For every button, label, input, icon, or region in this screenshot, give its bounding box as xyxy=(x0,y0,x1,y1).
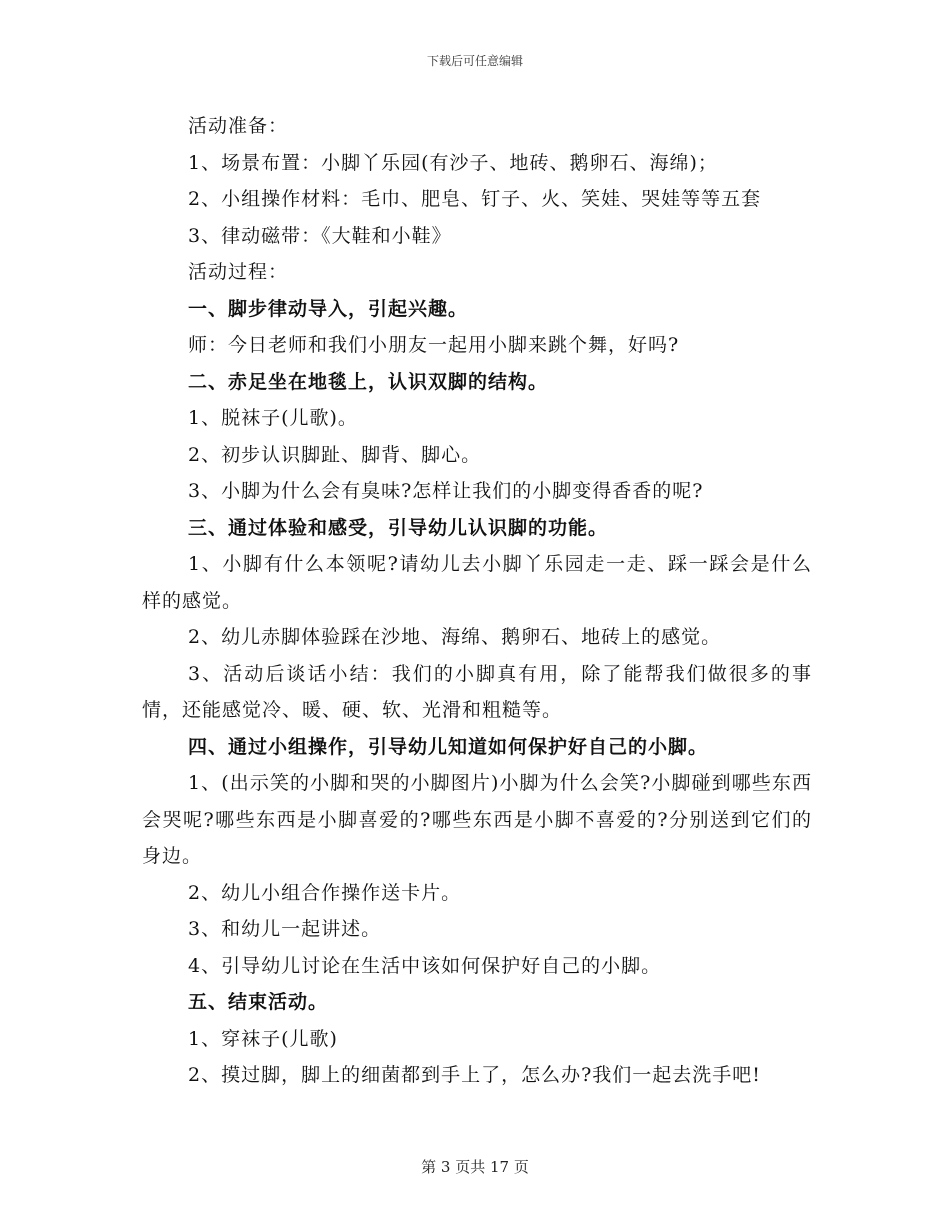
section-heading-4: 四、通过小组操作，引导幼儿知道如何保护好自己的小脚。 xyxy=(188,735,709,758)
page-footer: 第 3 页共 17 页 xyxy=(421,1158,529,1176)
paragraph-s5-item-2: 2、摸过脚，脚上的细菌都到手上了，怎么办?我们一起去洗手吧! xyxy=(188,1064,761,1086)
paragraph-process-heading: 活动过程： xyxy=(188,261,289,283)
paragraph-s3-item-1: 1、小脚有什么本领呢?请幼儿去小脚丫乐园走一走、踩一踩会是什么样的感觉。 xyxy=(142,553,812,612)
paragraph-s4-item-2: 2、幼儿小组合作操作送卡片。 xyxy=(188,881,462,904)
paragraph-preparation-heading: 活动准备： xyxy=(188,115,289,137)
section-heading-1: 一、脚步律动导入，引起兴趣。 xyxy=(188,297,469,320)
paragraph-s5-item-1: 1、穿袜子(儿歌) xyxy=(188,1027,338,1050)
paragraph-prep-item-1: 1、场景布置：小脚丫乐园(有沙子、地砖、鹅卵石、海绵)； xyxy=(188,151,718,174)
paragraph-s3-item-3: 3、活动后谈话小结：我们的小脚真有用，除了能帮我们做很多的事情，还能感觉冷、暖、硬、软、光滑和粗糙等。 xyxy=(142,662,812,721)
document-body xyxy=(142,108,812,1094)
section-heading-3: 三、通过体验和感受，引导幼儿认识脚的功能。 xyxy=(188,516,609,539)
paragraph-s2-item-1: 1、脱袜子(儿歌)。 xyxy=(188,407,358,429)
paragraph-s2-item-3: 3、小脚为什么会有臭味?怎样让我们的小脚变得香香的呢? xyxy=(188,480,704,502)
paragraph-s4-item-3: 3、和幼儿一起讲述。 xyxy=(188,918,382,940)
paragraph-s3-item-2: 2、幼儿赤脚体验踩在沙地、海绵、鹅卵石、地砖上的感觉。 xyxy=(188,626,722,648)
paragraph-teacher-line: 师：今日老师和我们小朋友一起用小脚来跳个舞，好吗? xyxy=(188,334,680,356)
paragraph-prep-item-2: 2、小组操作材料：毛巾、肥皂、钉子、火、笑娃、哭娃等等五套 xyxy=(188,188,762,210)
paragraph-prep-item-3: 3、律动磁带：《大鞋和小鞋》 xyxy=(188,224,452,247)
paragraph-s2-item-2: 2、初步认识脚趾、脚背、脚心。 xyxy=(188,443,482,466)
page-header: 下载后可任意编辑 xyxy=(426,54,523,68)
paragraph-s4-item-1: 1、(出示笑的小脚和哭的小脚图片)小脚为什么会笑?小脚碰到哪些东西会哭呢?哪些东西是小脚喜爱的?哪些东西是小脚不喜爱的?分别送到它们的身边。 xyxy=(142,772,812,867)
section-heading-2: 二、赤足坐在地毯上，认识双脚的结构。 xyxy=(188,370,549,393)
paragraph-s4-item-4: 4、引导幼儿讨论在生活中该如何保护好自己的小脚。 xyxy=(188,954,662,977)
section-heading-5: 五、结束活动。 xyxy=(188,991,329,1013)
